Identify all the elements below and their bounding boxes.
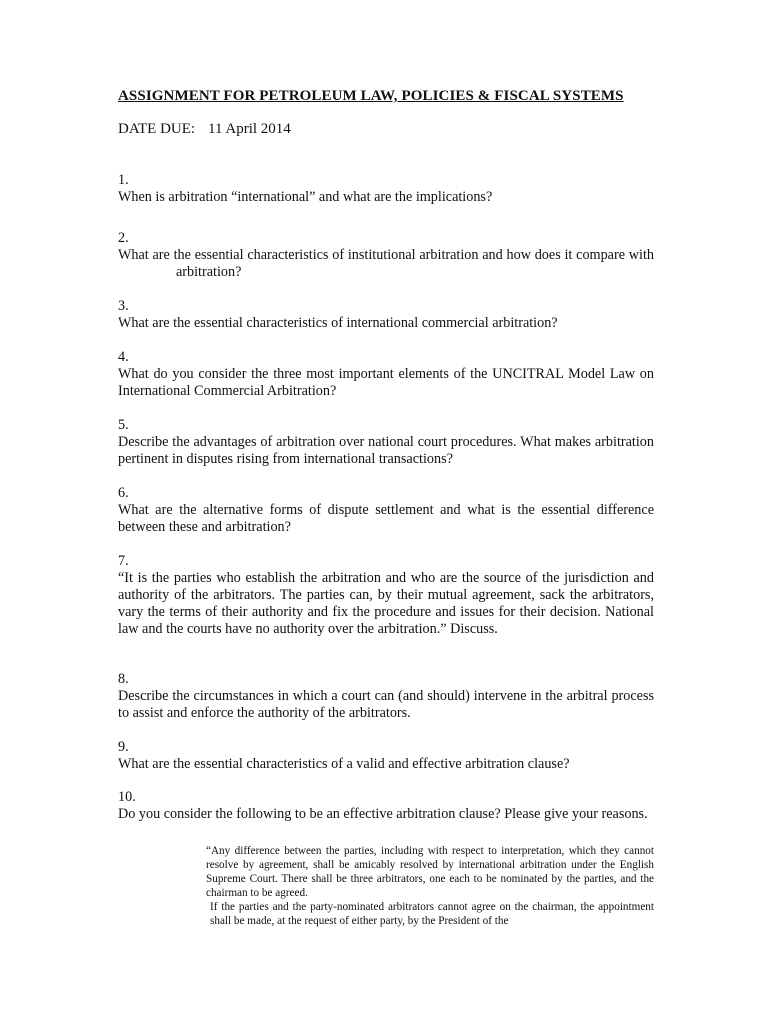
question-number: 10. xyxy=(118,789,136,805)
question-10 xyxy=(118,789,654,823)
question-text-part2: arbitration? xyxy=(176,264,242,280)
question-text: What are the essential characteristics of international commercial arbitration? xyxy=(118,315,558,331)
question-number: 8. xyxy=(118,671,129,687)
question-text: “It is the parties who establish the arbitration and who are the source of the jurisdiction and authority of the arbitrators. The parties can, by their mutual agreement, sack the arbitrators, vary the terms of their authority and fix the procedure and issues for their decision. National law and the courts have no authority over the arbitration.” Discuss. xyxy=(118,570,654,637)
assignment-title: ASSIGNMENT FOR PETROLEUM LAW, POLICIES & FISCAL SYSTEMS xyxy=(118,88,624,104)
question-7 xyxy=(118,553,654,671)
question-number: 7. xyxy=(118,553,129,569)
question-text xyxy=(118,247,654,281)
arbitration-clause-quote xyxy=(206,844,654,928)
question-number: 5. xyxy=(118,417,129,433)
question-text-part1: What are the essential characteristics of institutional arbitration and how does it compare with xyxy=(118,247,654,263)
due-date-label: DATE DUE: xyxy=(118,121,196,137)
question-text: Describe the advantages of arbitration over national court procedures. What makes arbitration pertinent in disputes rising from international transactions? xyxy=(118,434,654,467)
question-number: 1. xyxy=(118,172,129,188)
question-5 xyxy=(118,417,654,485)
question-text: When is arbitration “international” and what are the implications? xyxy=(118,189,493,205)
question-text: Do you consider the following to be an effective arbitration clause? Please give your reasons. xyxy=(118,806,648,822)
quote-paragraph-1: “Any difference between the parties, including with respect to interpretation, which they cannot resolve by agreement, shall be amicably resolved by international arbitration under the English Supreme Court. There shall be three arbitrators, one each to be nominated by the parties, and the chairman to be agreed. xyxy=(206,845,654,899)
question-number: 6. xyxy=(118,485,129,501)
question-text: What are the essential characteristics of a valid and effective arbitration clause? xyxy=(118,756,570,772)
due-date-line xyxy=(118,121,291,138)
due-date-value: 11 April 2014 xyxy=(208,121,291,137)
question-number: 4. xyxy=(118,349,129,365)
question-4 xyxy=(118,349,654,417)
question-text: What do you consider the three most important elements of the UNCITRAL Model Law on International Commercial Arbitration? xyxy=(118,366,654,399)
question-list xyxy=(118,172,654,823)
question-number: 9. xyxy=(118,739,129,755)
question-3 xyxy=(118,298,654,349)
question-text: Describe the circumstances in which a court can (and should) intervene in the arbitral process to assist and enforce the authority of the arbitrators. xyxy=(118,688,654,721)
question-9 xyxy=(118,739,654,789)
question-text: What are the alternative forms of dispute settlement and what is the essential difference between these and arbitration? xyxy=(118,502,654,535)
question-number: 3. xyxy=(118,298,129,314)
question-6 xyxy=(118,485,654,553)
question-1 xyxy=(118,172,654,230)
question-2 xyxy=(118,230,654,298)
question-8 xyxy=(118,671,654,739)
question-number: 2. xyxy=(118,230,129,246)
quote-paragraph-2: If the parties and the party-nominated arbitrators cannot agree on the chairman, the appointment shall be made, at the request of either party, by the President of the xyxy=(210,901,654,927)
